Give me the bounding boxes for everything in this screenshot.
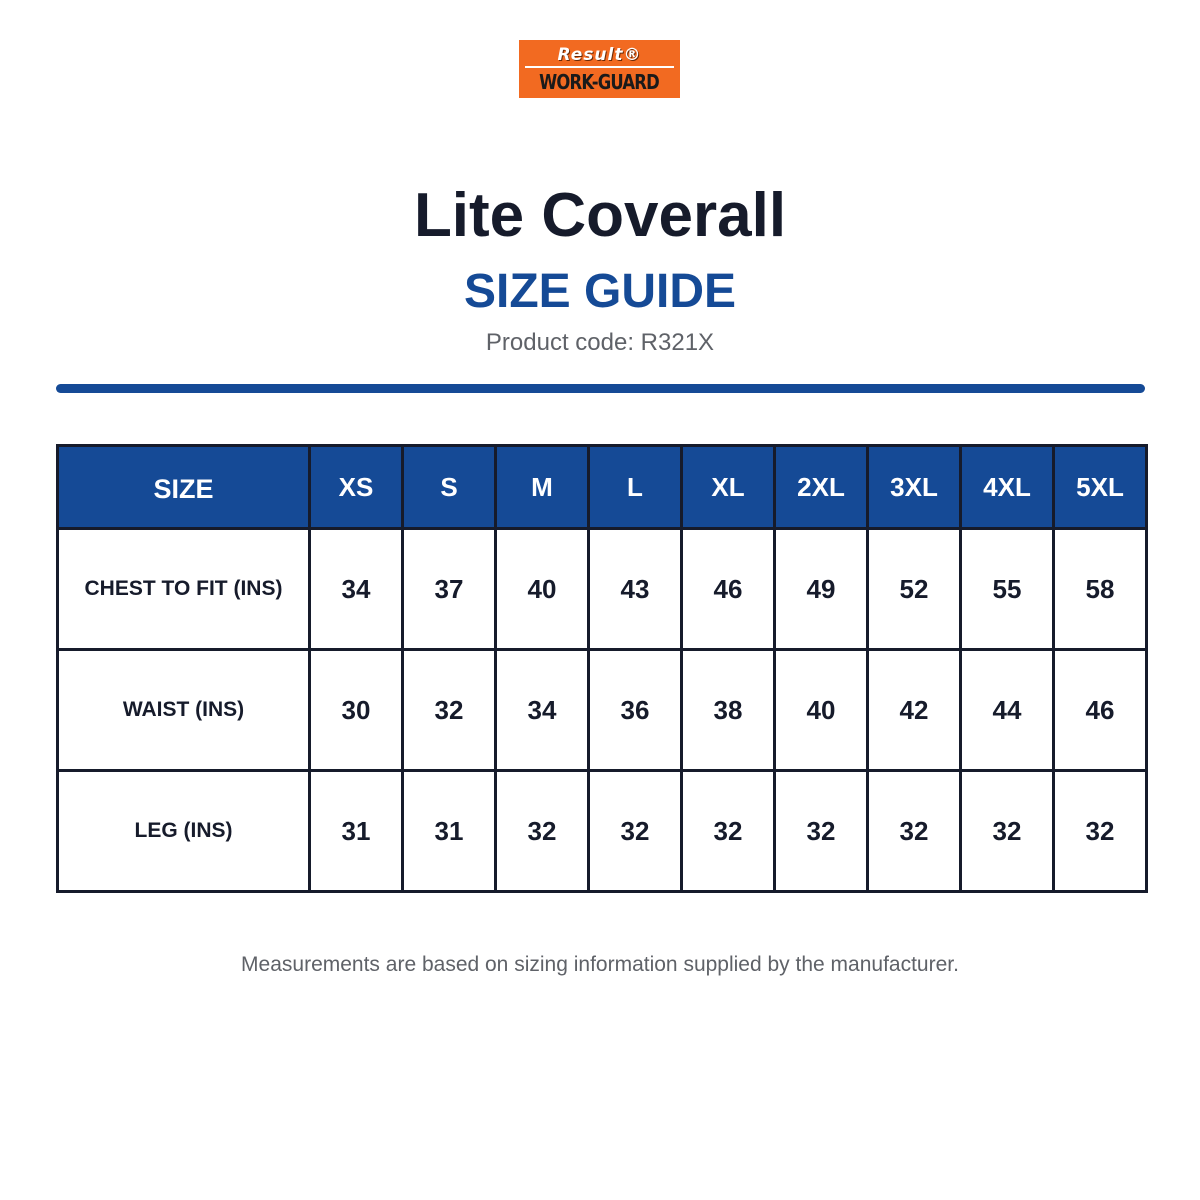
table-cell: 32: [589, 771, 682, 892]
table-cell: 37: [403, 529, 496, 650]
column-header: 4XL: [961, 446, 1054, 529]
table-cell: 52: [868, 529, 961, 650]
table-cell: 32: [775, 771, 868, 892]
page-subtitle: SIZE GUIDE: [463, 265, 737, 318]
table-cell: 44: [961, 650, 1054, 771]
logo-workguard-text: WORK-GUARD: [539, 69, 660, 94]
table-cell: 46: [682, 529, 775, 650]
logo-divider: [525, 66, 674, 68]
table-cell: 38: [682, 650, 775, 771]
table-cell: 34: [496, 650, 589, 771]
table-cell: 55: [961, 529, 1054, 650]
table-cell: 42: [868, 650, 961, 771]
column-header: XS: [310, 446, 403, 529]
table-cell: 30: [310, 650, 403, 771]
table-cell: 31: [403, 771, 496, 892]
table-row: [58, 650, 1147, 771]
row-label: WAIST (INS): [58, 650, 310, 771]
page-title: Lite Coverall: [413, 181, 787, 250]
table-cell: 32: [961, 771, 1054, 892]
table-cell: 36: [589, 650, 682, 771]
footnote: Measurements are based on sizing information supplied by the manufacturer.: [241, 953, 959, 976]
column-header: 3XL: [868, 446, 961, 529]
logo-result-text: Result®: [557, 44, 642, 65]
table-cell: 32: [682, 771, 775, 892]
column-header-size: SIZE: [58, 446, 310, 529]
column-header: 5XL: [1054, 446, 1147, 529]
column-header: 2XL: [775, 446, 868, 529]
table-row: [58, 529, 1147, 650]
table-row: [58, 771, 1147, 892]
title-divider: [56, 384, 1145, 393]
column-header: XL: [682, 446, 775, 529]
table-cell: 40: [496, 529, 589, 650]
table-header-row: [58, 446, 1147, 529]
table-cell: 32: [868, 771, 961, 892]
row-label: CHEST TO FIT (INS): [58, 529, 310, 650]
size-table: [56, 444, 1148, 893]
column-header: L: [589, 446, 682, 529]
table-cell: 46: [1054, 650, 1147, 771]
table-cell: 49: [775, 529, 868, 650]
table-cell: 32: [1054, 771, 1147, 892]
brand-logo: [519, 40, 680, 98]
row-label: LEG (INS): [58, 771, 310, 892]
table-cell: 43: [589, 529, 682, 650]
table-cell: 32: [403, 650, 496, 771]
table-cell: 32: [496, 771, 589, 892]
column-header: S: [403, 446, 496, 529]
table-cell: 31: [310, 771, 403, 892]
column-header: M: [496, 446, 589, 529]
product-code: Product code: R321X: [485, 329, 715, 356]
table-cell: 58: [1054, 529, 1147, 650]
table-cell: 40: [775, 650, 868, 771]
table-cell: 34: [310, 529, 403, 650]
